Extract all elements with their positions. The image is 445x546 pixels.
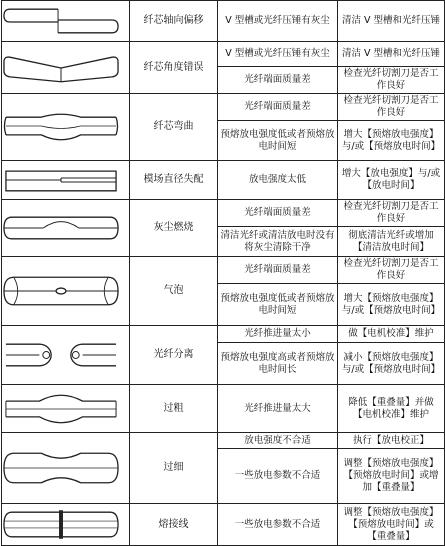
cause-text: 光纤端面质量差 [218,200,338,227]
table-row [2,94,445,121]
illustration-cell [2,161,130,200]
table-row [2,200,445,227]
defect-name: 纤芯弯曲 [130,94,218,161]
defect-name: 纤芯角度错误 [130,42,218,94]
cause-text: 一些放电参数不合适 [218,449,338,504]
cause-text: 清洁光纤或清洁放电时没有将灰尘清除干净 [218,227,338,257]
illustration-cell [2,42,130,94]
illustration-cell [2,200,130,257]
table-row [2,385,445,433]
too-thick-icon [2,385,120,432]
cause-text: 一些放电参数不合适 [218,504,338,546]
defect-name: 模场直径失配 [130,161,218,200]
core-bend-icon [2,95,120,159]
splice-defect-table [1,0,445,546]
cause-text: 光纤推进量太大 [218,385,338,433]
remedy-text: 检查光纤切割刀是否工作良好 [338,67,445,94]
axial-offset-icon [2,1,120,41]
illustration-cell [2,504,130,546]
too-thin-icon [2,433,120,503]
table-row [2,161,445,200]
table-row [2,326,445,343]
remedy-text: 检查光纤切割刀是否工作良好 [338,257,445,284]
defect-name: 过粗 [130,385,218,433]
splice-line-icon [2,504,120,545]
remedy-text: 增大【放电强度】与/或【放电时间】 [338,161,445,200]
cause-text: 光纤端面质量差 [218,257,338,284]
cause-text: 放电强度太低 [218,161,338,200]
table-row [2,42,445,67]
remedy-text: 调整【预熔放电强度】【预熔放电时间】或【重叠量】 [338,504,445,546]
remedy-text: 增大【预熔放电强度】与/或【预熔放电时间】 [338,284,445,326]
remedy-text: 减小【预熔放电强度】与/或【预熔放电时间】 [338,343,445,385]
remedy-text: 做【电机校准】维护 [338,326,445,343]
remedy-text: 增大【预熔放电强度】与/或【预熔放电时间】 [338,121,445,161]
defect-name: 光纤分离 [130,326,218,385]
cause-text: 光纤端面质量差 [218,94,338,121]
defect-name: 过细 [130,433,218,504]
cause-text: V 型槽或光纤压锤有灰尘 [218,42,338,67]
illustration-cell [2,326,130,385]
illustration-cell [2,1,130,42]
defect-name: 气泡 [130,257,218,326]
remedy-text: 检查光纤切割刀是否工作良好 [338,94,445,121]
table-row [2,433,445,449]
cause-text: 放电强度不合适 [218,433,338,449]
mode-field-mismatch-icon [2,161,120,199]
table-row [2,257,445,284]
table-row [2,504,445,546]
remedy-text: 调整【预熔放电强度】【预熔放电时间】或增加【重叠量】 [338,449,445,504]
cause-text: 预熔放电强度高或者预熔放电时间长 [218,343,338,385]
cause-text: 光纤推进量太小 [218,326,338,343]
fiber-separation-icon [2,326,120,384]
illustration-cell [2,257,130,326]
cause-text: 预熔放电强度低或者预熔放电时间短 [218,121,338,161]
remedy-text: 执行【放电校正】 [338,433,445,449]
defect-name: 熔接线 [130,504,218,546]
illustration-cell [2,94,130,161]
dust-burn-icon [2,203,120,253]
cause-text: V 型槽或光纤压锤有灰尘 [218,1,338,42]
table-row [2,1,445,42]
illustration-cell [2,433,130,504]
remedy-text: 清洁 V 型槽和光纤压锤 [338,1,445,42]
illustration-cell [2,385,130,433]
defect-name: 灰尘燃烧 [130,200,218,257]
remedy-text: 检查光纤切割刀是否工作良好 [338,200,445,227]
cause-text: 光纤端面质量差 [218,67,338,94]
cause-text: 预熔放电强度低或者预熔放电时间短 [218,284,338,326]
angle-error-icon [2,43,120,93]
remedy-text: 清洁 V 型槽和光纤压锤 [338,42,445,67]
bubble-icon [2,257,120,325]
remedy-text: 彻底清洁光纤或增加【清洁放电时间】 [338,227,445,257]
defect-name: 纤芯轴向偏移 [130,1,218,42]
remedy-text: 降低【重叠量】并做【电机校准】维护 [338,385,445,433]
